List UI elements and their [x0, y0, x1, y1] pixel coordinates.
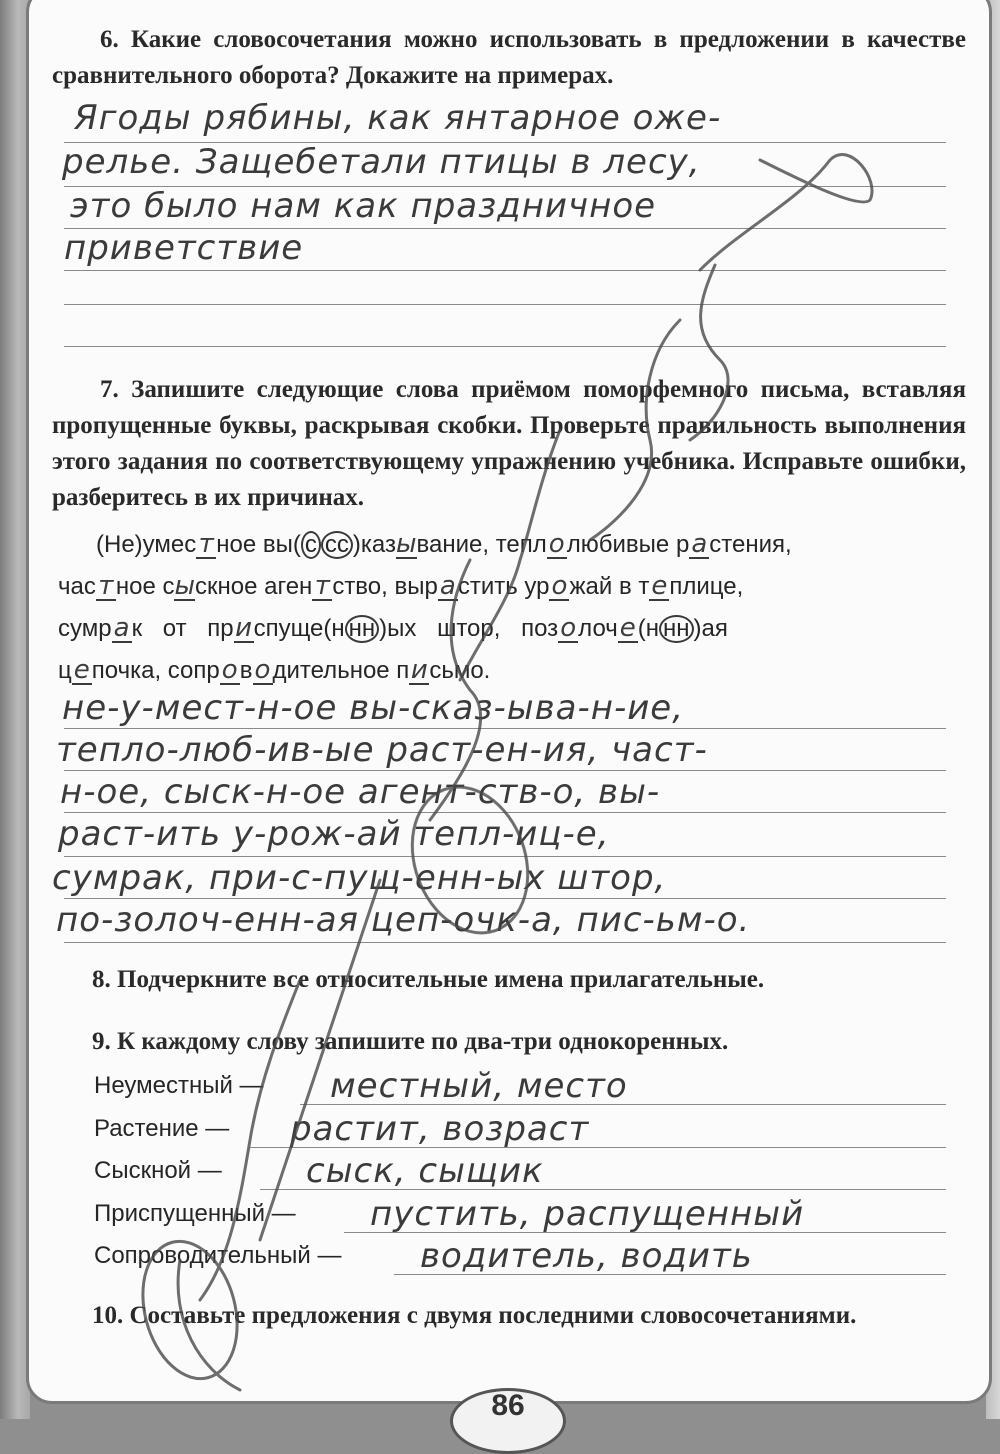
filled-blank: т	[196, 531, 216, 559]
text: )ых штор, поз	[379, 615, 559, 642]
answer-line	[64, 270, 946, 271]
text: (н	[637, 615, 660, 642]
text: к от пр	[131, 615, 234, 642]
handwritten-answer-line: Ягоды рябины, как янтарное оже-	[74, 98, 722, 138]
task-10-text: 10. Составьте предложения с двумя последними словосочетаниями.	[92, 1302, 857, 1329]
filled-blank: а	[438, 573, 458, 601]
circled-option: нн	[659, 615, 694, 643]
text: каз	[360, 531, 396, 558]
filled-blank: т	[96, 573, 116, 601]
text: вание, тепл	[416, 531, 547, 558]
filled-blank: о	[547, 531, 567, 559]
answer-line	[64, 856, 946, 857]
word-rastenie: Растение —	[94, 1115, 230, 1142]
circled-option: нн	[345, 615, 380, 643]
exercise-line-3	[58, 615, 728, 643]
word-soprovoditelny: Сопроводительный —	[94, 1242, 342, 1269]
answer-line	[64, 346, 946, 347]
text: лоч	[578, 615, 618, 642]
handwritten-answer-line: раст-ить у-рож-ай тепл-иц-е,	[58, 814, 610, 854]
text: жай в т	[569, 573, 650, 600]
task-9-text: 9. К каждому слову запишите по два-три однокоренных.	[92, 1028, 729, 1055]
answer-line	[64, 728, 946, 729]
text: плице,	[669, 573, 744, 600]
answer-line	[64, 304, 946, 305]
exercise-line-1: (Не)умест ное вы( с сс )казывание, теплолюбивые растения,	[96, 529, 792, 559]
answer-line	[64, 812, 946, 813]
handwritten-answer-line: сумрак, при-с-пущ-енн-ых штор,	[52, 858, 667, 898]
handwritten-answer-line: тепло-люб-ив-ые раст-ен-ия, част-	[56, 730, 708, 770]
text: (Не)умес	[96, 531, 197, 558]
word-neumestny: Неуместный —	[94, 1072, 264, 1099]
task-7-text: 7. Запишите следующие слова приёмом поморфемного письма, вставляя пропущенные буквы, раскрывая скобки. Проверьте правильность выполнения этого задания по соответствующему упражнению учебника. Исправьте ошибки, разберитесь в их причинах.	[52, 376, 966, 511]
text: ное вы	[216, 531, 293, 558]
filled-blank: о	[220, 657, 240, 685]
filled-blank: а	[112, 615, 132, 643]
page-number-badge	[450, 1388, 566, 1454]
text: спуще(н	[253, 615, 345, 642]
handwritten-answer-line: приветствие	[64, 228, 304, 268]
text: дительное п	[272, 657, 410, 684]
exercise-line-2	[58, 573, 743, 601]
word-sysknoy: Сыскной —	[94, 1157, 222, 1184]
filled-blank: е	[651, 571, 668, 601]
text: почка, сопр	[91, 657, 220, 684]
text: сьмо.	[429, 657, 491, 684]
circled-option: сс	[321, 531, 353, 559]
handwritten-answer: сыск, сыщик	[306, 1151, 544, 1191]
text: скное аген	[195, 573, 313, 600]
answer-line	[64, 942, 946, 943]
filled-blank: и	[235, 613, 253, 643]
filled-blank: о	[558, 615, 578, 643]
text: любивые р	[566, 531, 690, 558]
task-8-text: 8. Подчеркните все относительные имена прилагательные.	[92, 966, 765, 993]
handwritten-answer: водитель, водить	[420, 1236, 753, 1276]
text: )ая	[693, 615, 728, 642]
text: сумр	[58, 615, 112, 642]
filled-blank: ы	[174, 571, 196, 601]
text: ное с	[115, 573, 175, 600]
text: ство, выр	[332, 573, 438, 600]
circled-option: с	[301, 531, 321, 559]
filled-blank: т	[312, 573, 332, 601]
filled-blank: о	[253, 657, 273, 685]
text: час	[58, 573, 96, 600]
text: стения,	[709, 531, 792, 558]
text: ц	[58, 657, 72, 684]
handwritten-answer-line: по-золоч-енн-ая цеп-очк-а, пис-ьм-о.	[56, 900, 751, 940]
handwritten-answer-line: релье. Защебетали птицы в лесу,	[62, 142, 701, 182]
exercise-line-4	[58, 657, 490, 685]
filled-blank: ы	[395, 529, 417, 559]
filled-blank: и	[410, 655, 428, 685]
filled-blank: е	[619, 613, 636, 643]
filled-blank: е	[73, 655, 90, 685]
answer-line	[64, 898, 946, 899]
text: стить ур	[457, 573, 550, 600]
handwritten-answer-line: не-у-мест-н-ое вы-сказ-ыва-н-ие,	[62, 688, 685, 728]
filled-blank: а	[689, 531, 709, 559]
answer-line	[64, 770, 946, 771]
text: в	[239, 657, 253, 684]
filled-blank: о	[549, 573, 569, 601]
word-prispushchenny: Приспущенный —	[94, 1200, 296, 1227]
handwritten-answer: местный, место	[330, 1066, 628, 1106]
handwritten-answer: пустить, распущенный	[370, 1194, 805, 1234]
page-number: 86	[491, 1389, 525, 1422]
handwritten-answer: растит, возраст	[290, 1109, 590, 1149]
handwritten-answer-line: н-ое, сыск-н-ое агент-ств-о, вы-	[60, 772, 661, 812]
handwritten-answer-line: это было нам как праздничное	[70, 186, 657, 226]
task-6-text: 6. Какие словосочетания можно использовать в предложении в качестве сравнительного оборота? Докажите на примерах.	[52, 26, 966, 89]
